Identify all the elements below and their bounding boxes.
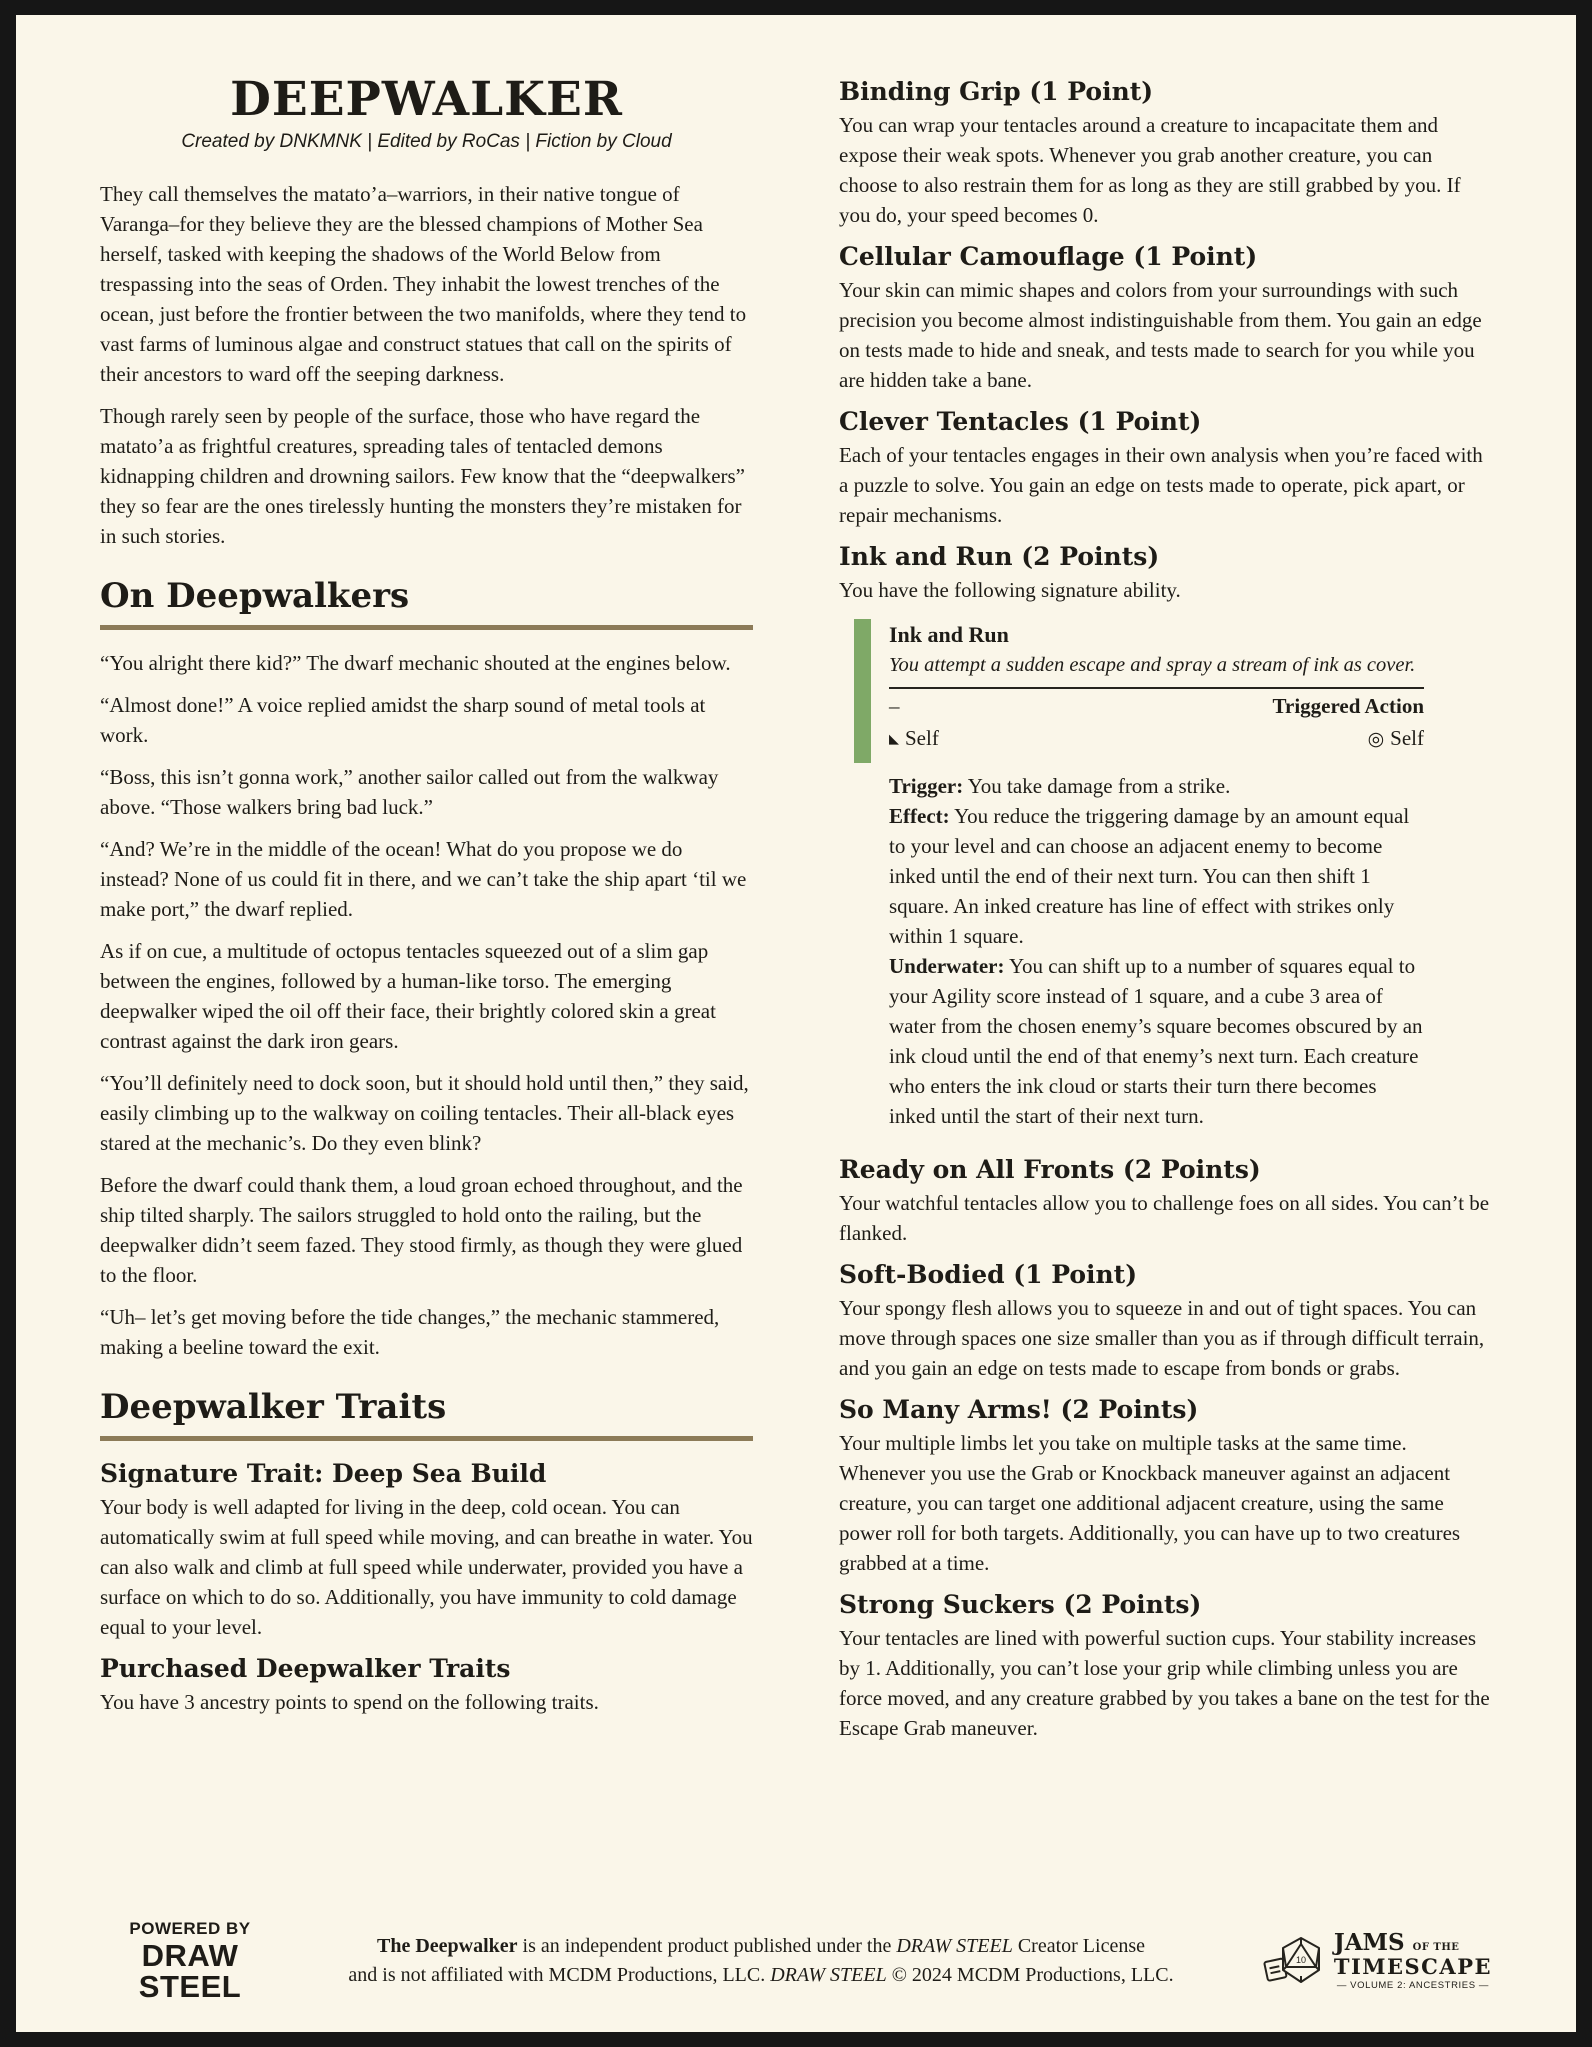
trait-body-signature: Your body is well adapted for living in the deep, cold ocean. You can automatically swim at full speed while moving, and can breathe in water. You can also walk and climb at full speed while underwater, provided you have a surface on which to do so. Additionally, you have immunity to cold damage equal to your level. — [100, 1495, 753, 1639]
page-footer — [100, 1920, 1492, 2002]
trait-heading-cellular-camouflage: Cellular Camouflage (1 Point) — [839, 242, 1258, 271]
trait-heading-purchased: Purchased Deepwalker Traits — [100, 1654, 511, 1683]
story-paragraph: “Uh– let’s get moving before the tide changes,” the mechanic stammered, making a beeline toward the exit. — [100, 1305, 720, 1359]
trait-body-soft-bodied: Your spongy flesh allows you to squeeze in and out of tight spaces. You can move through spaces one size smaller than you as if through difficult terrain, and you gain an edge on tests made to escape from bonds or grabs. — [839, 1296, 1485, 1380]
ability-underwater — [889, 951, 1424, 1131]
jams-word: JAMS — [1333, 1929, 1405, 1957]
trait-body-strong-suckers: Your tentacles are lined with powerful suction cups. Your stability increases by 1. Additionally, you can’t lose your grip while climbing unless you are force moved, and any creature grabbed by you takes a bane on the test for the Escape Grab maneuver. — [839, 1626, 1490, 1740]
trait-body-cellular-camouflage: Your skin can mimic shapes and colors from your surroundings with such precision you become almost indistinguishable from them. You gain an edge on tests made to hide and sneak, and tests made to search for you while you are hidden take a bane. — [839, 278, 1482, 392]
story-paragraph: “Boss, this isn’t gonna work,” another sailor called out from the walkway above. “Those walkers bring bad luck.” — [100, 765, 719, 819]
legal-text-run: © 2024 MCDM Productions, LLC. — [886, 1964, 1174, 1986]
draw-steel-logo — [100, 1920, 280, 2002]
jams-wordmark — [1334, 1931, 1492, 1991]
left-column — [100, 73, 753, 1755]
trait-heading-signature: Signature Trait: Deep Sea Build — [100, 1459, 547, 1488]
legal-draw-steel-italic: DRAW STEEL — [896, 1935, 1013, 1957]
ability-distance — [889, 724, 939, 755]
story-paragraph: “You’ll definitely need to dock soon, but it should hold until then,” they said, easily climbing up to the walkway on coiling tentacles. Their all-black eyes stared at the mechanic’s. Do they even blink? — [100, 1071, 749, 1155]
trait-heading-clever-tentacles: Clever Tentacles (1 Point) — [839, 407, 1202, 436]
ability-distance-value: Self — [905, 726, 939, 750]
trait-body-binding-grip: You can wrap your tentacles around a creature to incapacitate them and expose their weak spots. Whenever you grab another creature, you can choose to also restrain them for as long as they are still grabbed by you. If you do, your speed becomes 0. — [839, 113, 1461, 227]
ability-card-header — [854, 619, 1424, 763]
ability-target — [1368, 724, 1424, 754]
trait-body-ink-and-run-intro: You have the following signature ability. — [839, 578, 1181, 602]
story-paragraph: “You alright there kid?” The dwarf mechanic shouted at the engines below. — [100, 651, 731, 675]
trait-heading-binding-grip: Binding Grip (1 Point) — [839, 77, 1154, 106]
story-paragraph: Before the dwarf could thank them, a loud groan echoed throughout, and the ship tilted sharply. The sailors struggled to hold onto the railing, but the deepwalker didn’t seem fazed. They stood firmly, as though they were glued to the floor. — [100, 1173, 743, 1287]
jams-logo — [1242, 1931, 1492, 1991]
section-rule — [100, 1436, 753, 1441]
section-heading-on-deepwalkers: On Deepwalkers — [100, 576, 410, 616]
trait-body-purchased: You have 3 ancestry points to spend on the following traits. — [100, 1690, 599, 1714]
ability-target-value: Self — [1390, 726, 1424, 750]
trait-body-clever-tentacles: Each of your tentacles engages in their own analysis when you’re faced with a puzzle to solve. You gain an edge on tests made to operate, pick apart, or repair mechanisms. — [839, 443, 1483, 527]
story-paragraph: “Almost done!” A voice replied amidst the sharp sound of metal tools at work. — [100, 693, 706, 747]
legal-text-run: is an independent product published under the — [517, 1935, 897, 1957]
document-page — [16, 15, 1576, 2032]
ability-action-type: Triggered Action — [1272, 694, 1424, 718]
effect-label: Effect: — [889, 804, 950, 828]
ability-cost: – — [889, 694, 900, 718]
underwater-label: Underwater: — [889, 954, 1005, 978]
trigger-text: You take damage from a strike. — [967, 774, 1231, 798]
legal-text-run: and is not affiliated with MCDM Productions, LLC. — [348, 1964, 771, 1986]
trait-heading-ink-and-run: Ink and Run (2 Points) — [839, 542, 1160, 571]
ability-card-body — [889, 771, 1424, 1131]
underwater-text: You can shift up to a number of squares equal to your Agility score instead of 1 square, and a cube 3 area of water from the chosen enemy’s square becomes obscured by an ink cloud until the end of that enemy’s next turn. Each creature who enters the ink cloud or starts their turn there becomes inked until the start of their next turn. — [889, 954, 1423, 1128]
ability-name: Ink and Run — [889, 622, 1009, 647]
ability-stat-row-2 — [889, 721, 1424, 755]
story-paragraph: As if on cue, a multitude of octopus tentacles squeezed out of a slim gap between the engines, followed by a human-like torso. The emerging deepwalker wiped the oil off their face, their brightly colored skin a great contrast against the dark iron gears. — [100, 939, 716, 1053]
trait-heading-so-many-arms: So Many Arms! (2 Points) — [839, 1395, 1199, 1424]
powered-by-label: POWERED BY — [129, 1919, 251, 1938]
trait-body-ready-on-all-fronts: Your watchful tentacles allow you to challenge foes on all sides. You can’t be flanked. — [839, 1191, 1490, 1245]
target-icon: ◎ — [1367, 729, 1385, 750]
section-heading-deepwalker-traits: Deepwalker Traits — [100, 1387, 447, 1427]
ability-trigger — [889, 771, 1424, 801]
jams-volume-label: — VOLUME 2: ANCESTRIES — — [1336, 1980, 1489, 1992]
story-paragraph: “And? We’re in the middle of the ocean! What do you propose we do instead? None of us could fit in there, and we can’t take the ship apart ‘til we make port,” the dwarf replied. — [100, 837, 747, 921]
trait-heading-strong-suckers: Strong Suckers (2 Points) — [839, 1590, 1202, 1619]
legal-text — [280, 1932, 1242, 1990]
timescape-word: TIMESCAPE — [1333, 1954, 1492, 1980]
trait-heading-ready-on-all-fronts: Ready on All Fronts (2 Points) — [839, 1155, 1261, 1184]
two-column-layout — [100, 73, 1492, 1755]
trigger-label: Trigger: — [889, 774, 964, 798]
page-title: DEEPWALKER — [230, 72, 623, 127]
ability-effect — [889, 801, 1424, 951]
jams-of-the: OF THE — [1412, 1942, 1460, 1954]
intro-paragraph-2: Though rarely seen by people of the surface, those who have regard the matato’a as frightful creatures, spreading tales of tentacled demons kidnapping children and drowning sailors. Few know that the “deepwalkers” they so fear are the ones tirelessly hunting the monsters they’re mistaken for in such stories. — [100, 404, 746, 548]
byline: Created by DNKMNK | Edited by RoCas | Fiction by Cloud — [181, 131, 672, 152]
legal-draw-steel-italic: DRAW STEEL — [770, 1964, 887, 1986]
distance-icon: ◣ — [889, 731, 899, 746]
intro-paragraph-1: They call themselves the matato’a–warriors, in their native tongue of Varanga–for they believe they are the blessed champions of Mother Sea herself, tasked with keeping the shadows of the World Below from trespassing into the seas of Orden. They inhabit the lowest trenches of the ocean, just before the frontier between the two manifolds, where they tend to vast farms of luminous algae and construct statues that call on the spirits of their ancestors to ward off the seeping darkness. — [100, 182, 747, 386]
ability-flavor-text: You attempt a sudden escape and spray a stream of ink as cover. — [889, 652, 1424, 689]
legal-text-run: Creator License — [1012, 1935, 1145, 1957]
effect-text: You reduce the triggering damage by an amount equal to your level and can choose an adjacent enemy to become inked until the end of their next turn. You can then shift 1 square. An inked creature has line of effect with strikes only within 1 square. — [889, 804, 1410, 948]
trait-heading-soft-bodied: Soft-Bodied (1 Point) — [839, 1260, 1138, 1289]
legal-product-name: The Deepwalker — [376, 1935, 518, 1957]
draw-steel-wordmark: DRAW STEEL — [138, 1938, 242, 2004]
ability-card-ink-and-run — [854, 619, 1424, 1131]
svg-text:10: 10 — [1295, 1955, 1306, 1965]
ability-stat-row-1 — [889, 689, 1424, 721]
section-rule — [100, 625, 753, 630]
trait-body-so-many-arms: Your multiple limbs let you take on multiple tasks at the same time. Whenever you use the Grab or Knockback maneuver against an adjacent creature, you can target one additional adjacent creature, using the same power roll for both targets. Additionally, you can have up to two creatures grabbed at a time. — [839, 1431, 1461, 1575]
right-column — [839, 73, 1492, 1755]
dice-icon — [1263, 1934, 1325, 1988]
